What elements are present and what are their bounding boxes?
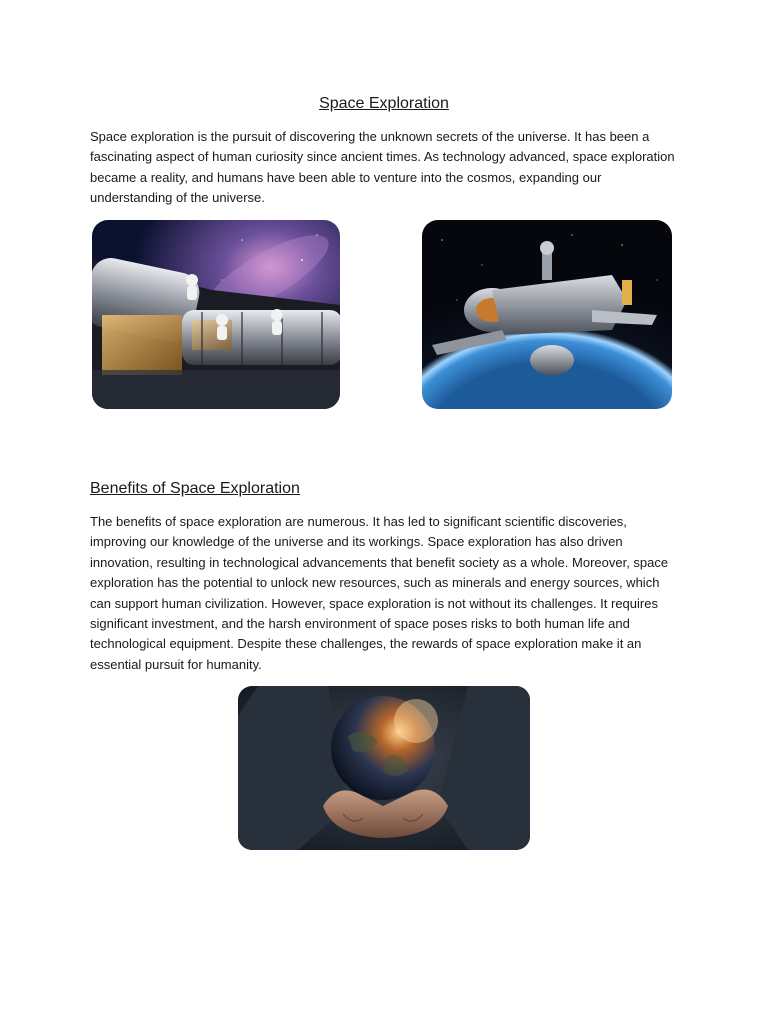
page-title: Space Exploration — [319, 95, 449, 112]
benefits-heading: Benefits of Space Exploration — [90, 480, 300, 497]
earth-in-hands-image — [238, 686, 530, 850]
space-station-image — [92, 220, 340, 409]
benefits-paragraph: The benefits of space exploration are numerous. It has led to significant scientific discoveries, improving our knowledge of the universe and its workings. Space exploration has also driven innovation, resulting in technological advancements that benefit society as a whole. Moreover, space exploration has the potential to unlock new resources, such as minerals and energy sources, which can support human civilization. However, space exploration is not without its challenges. It requires significant investment, and the harsh environment of space poses risks to both human life and technological equipment. Despite these challenges, the rewards of space exploration make it an essential pursuit for humanity. — [90, 514, 669, 672]
spaceship-image — [422, 220, 672, 409]
intro-paragraph: Space exploration is the pursuit of discovering the unknown secrets of the universe. It has been a fascinating aspect of human curiosity since ancient times. As technology advanced, space exploration became a reality, and humans have been able to venture into the cosmos, expanding our understanding of the universe. — [90, 129, 675, 206]
